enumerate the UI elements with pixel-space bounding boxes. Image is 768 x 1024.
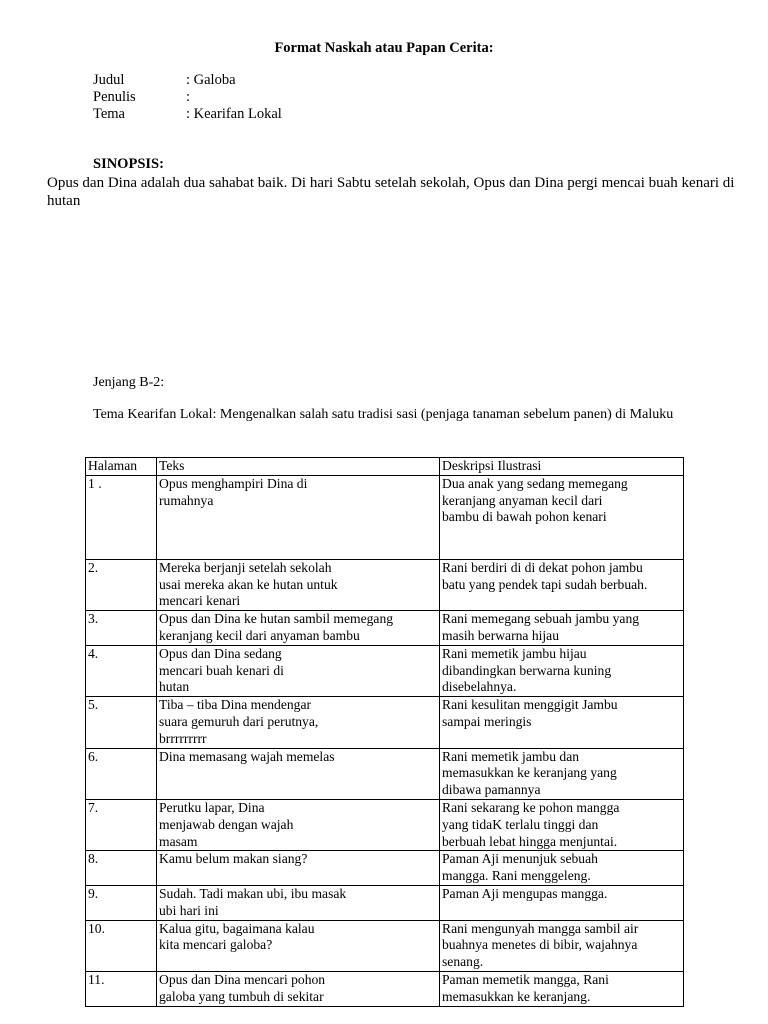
page-title: Format Naskah atau Papan Cerita: — [274, 40, 494, 56]
table-row — [86, 971, 684, 1006]
illustration-description: Paman Aji menunjuk sebuah mangga. Rani menggeleng. — [440, 851, 684, 886]
metadata-block — [93, 72, 282, 123]
table-row — [86, 799, 684, 850]
table-row — [86, 697, 684, 748]
meta-row-theme — [93, 106, 282, 123]
story-text: Dina memasang wajah memelas — [157, 748, 440, 799]
table-row — [86, 559, 684, 610]
meta-value: : — [186, 89, 191, 105]
column-header-description: Deskripsi Ilustrasi — [440, 458, 684, 476]
page-number: 2. — [86, 559, 157, 610]
table-row — [86, 645, 684, 696]
page-number: 8. — [86, 851, 157, 886]
illustration-description: Rani memegang sebuah jambu yang masih berwarna hijau — [440, 611, 684, 646]
page-number: 3. — [86, 611, 157, 646]
illustration-description: Rani memetik jambu dan memasukkan ke keranjang yang dibawa pamannya — [440, 748, 684, 799]
page-number: 10. — [86, 920, 157, 971]
page-number: 9. — [86, 885, 157, 920]
table-row — [86, 475, 684, 559]
story-text: Mereka berjanji setelah sekolah usai mereka akan ke hutan untuk mencari kenari — [157, 559, 440, 610]
story-text: Opus dan Dina ke hutan sambil memegang keranjang kecil dari anyaman bambu — [157, 611, 440, 646]
illustration-description: Rani mengunyah mangga sambil air buahnya menetes di bibir, wajahnya senang. — [440, 920, 684, 971]
table-row — [86, 611, 684, 646]
illustration-description: Dua anak yang sedang memegang keranjang anyaman kecil dari bambu di bawah pohon kenari — [440, 475, 684, 559]
meta-row-title — [93, 72, 282, 89]
meta-label: Tema — [93, 106, 125, 122]
theme-description: Tema Kearifan Lokal: Mengenalkan salah satu tradisi sasi (penjaga tanaman sebelum panen) di Maluku — [93, 407, 674, 422]
page-number: 5. — [86, 697, 157, 748]
story-text: Kalua gitu, bagaimana kalau kita mencari galoba? — [157, 920, 440, 971]
illustration-description: Rani memetik jambu hijau dibandingkan berwarna kuning disebelahnya. — [440, 645, 684, 696]
illustration-description: Paman Aji mengupas mangga. — [440, 885, 684, 920]
page-number: 1 . — [86, 475, 157, 559]
synopsis-heading: SINOPSIS: — [93, 156, 164, 172]
table-header-row — [86, 458, 684, 476]
table-row — [86, 851, 684, 886]
illustration-description: Rani kesulitan menggigit Jambu sampai meringis — [440, 697, 684, 748]
page-number: 4. — [86, 645, 157, 696]
storyboard-table — [85, 457, 684, 1007]
meta-value: : Kearifan Lokal — [186, 106, 282, 122]
story-text: Kamu belum makan siang? — [157, 851, 440, 886]
meta-value: : Galoba — [186, 72, 236, 88]
story-text: Tiba – tiba Dina mendengar suara gemuruh dari perutnya, brrrrrrrrr — [157, 697, 440, 748]
synopsis-text: Opus dan Dina adalah dua sahabat baik. Di hari Sabtu setelah sekolah, Opus dan Dina pergi mencai buah kenari di hutan — [47, 175, 735, 209]
table-row — [86, 885, 684, 920]
page-number: 7. — [86, 799, 157, 850]
level-label: Jenjang B-2: — [93, 375, 165, 390]
column-header-text: Teks — [157, 458, 440, 476]
meta-label: Judul — [93, 72, 125, 88]
page-number: 6. — [86, 748, 157, 799]
table-row — [86, 920, 684, 971]
meta-row-author — [93, 89, 282, 106]
story-text: Perutku lapar, Dina menjawab dengan wajah masam — [157, 799, 440, 850]
meta-label: Penulis — [93, 89, 136, 105]
story-text: Opus menghampiri Dina di rumahnya — [157, 475, 440, 559]
story-text: Sudah. Tadi makan ubi, ibu masak ubi hari ini — [157, 885, 440, 920]
column-header-page: Halaman — [86, 458, 157, 476]
table-row — [86, 748, 684, 799]
illustration-description: Paman memetik mangga, Rani memasukkan ke keranjang. — [440, 971, 684, 1006]
illustration-description: Rani sekarang ke pohon mangga yang tidaK terlalu tinggi dan berbuah lebat hingga menjuntai. — [440, 799, 684, 850]
story-text: Opus dan Dina sedang mencari buah kenari di hutan — [157, 645, 440, 696]
story-text: Opus dan Dina mencari pohon galoba yang tumbuh di sekitar — [157, 971, 440, 1006]
illustration-description: Rani berdiri di di dekat pohon jambu batu yang pendek tapi sudah berbuah. — [440, 559, 684, 610]
page-number: 11. — [86, 971, 157, 1006]
